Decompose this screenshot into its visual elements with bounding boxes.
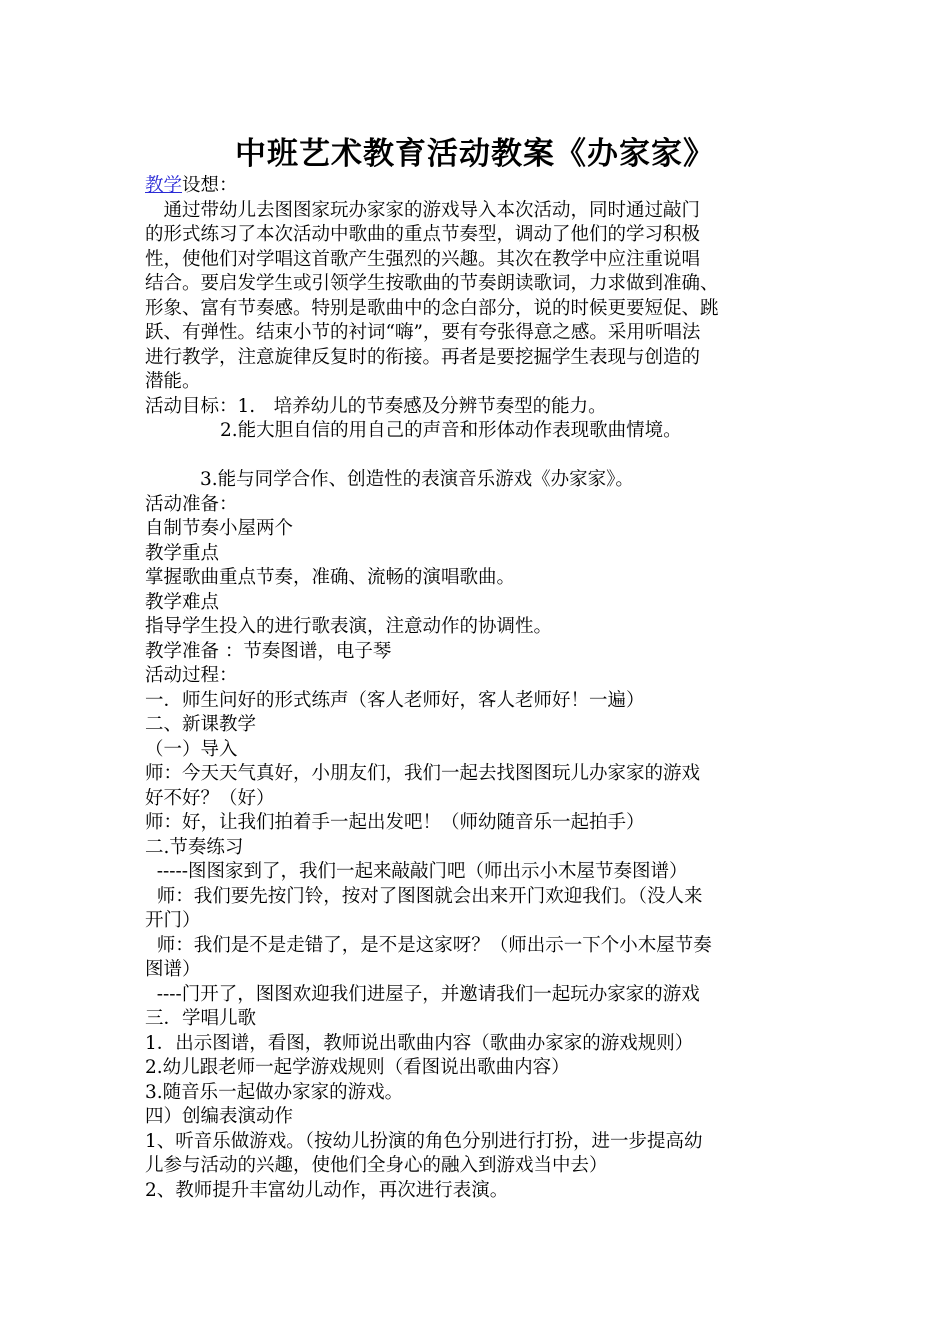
goal-line-2: 2.能大胆自信的用自己的声音和形体动作表现歌曲情境。 (220, 420, 682, 441)
text-line: 3.随音乐一起做办家家的游戏。 (145, 1081, 404, 1103)
text-line: -----图图家到了，我们一起来敲敲门吧（师出示小木屋节奏图谱） (145, 861, 688, 882)
text-line: 2、教师提升丰富幼儿动作，再次进行表演。 (145, 1179, 509, 1201)
text-line: 指导学生投入的进行歌表演，注意动作的协调性。 (145, 616, 553, 637)
text-line: 四）创编表演动作 (145, 1106, 294, 1127)
paragraph-line: 性，使他们对学唱这首歌产生强烈的兴趣。其次在教学中应注重说唱 (145, 248, 701, 270)
text-line: 一．师生问好的形式练声（客人老师好，客人老师好！一遍） (145, 689, 645, 711)
text-line: 2.幼儿跟老师一起学游戏规则（看图说出歌曲内容） (145, 1057, 570, 1078)
paragraph-line: 跃、有弹性。结束小节的衬词“嗨”，要有夸张得意之感。采用听唱法 (145, 322, 701, 343)
blank-line (145, 444, 815, 469)
text-line: 儿参与活动的兴趣，使他们全身心的融入到游戏当中去） (145, 1155, 608, 1176)
text-line: 图谱） (145, 959, 201, 980)
design-label: 设想： (182, 175, 238, 196)
text-line: 教学重点 (145, 542, 220, 564)
text-line: 三．学唱儿歌 (145, 1008, 257, 1029)
goal-line-1: 活动目标：1. 培养幼儿的节奏感及分辨节奏型的能力。 (145, 395, 607, 417)
text-line: 师：好，让我们拍着手一起出发吧！（师幼随音乐一起拍手） (145, 812, 645, 833)
text-line: 自制节奏小屋两个 (145, 518, 294, 539)
text-line: 掌握歌曲重点节奏，准确、流畅的演唱歌曲。 (145, 567, 516, 588)
design-heading (145, 174, 815, 199)
paragraph-line: 进行教学，注意旋律反复时的衔接。再者是要挖掘学生表现与创造的 (145, 346, 701, 368)
text-line: 开门） (145, 910, 201, 931)
document-title: 中班艺术教育活动教案《办家家》 (235, 136, 715, 172)
text-line: 教学准备 ：节奏图谱，电子琴 (145, 640, 392, 662)
text-line: 活动过程： (145, 665, 238, 686)
paragraph-line: 形象、富有节奏感。特别是歌曲中的念白部分，说的时候更要短促、跳 (145, 297, 719, 319)
text-line: 师：我们是不是走错了，是不是这家呀？（师出示一下个小木屋节奏 (145, 934, 712, 956)
paragraph-line: 通过带幼儿去图图家玩办家家的游戏导入本次活动，同时通过敲门 (145, 199, 701, 221)
paragraph-line: 结合。要启发学生或引领学生按歌曲的节奏朗读歌词，力求做到准确、 (145, 273, 719, 294)
document-body (145, 174, 815, 1203)
text-line: 活动准备： (145, 493, 238, 515)
text-line: 1．出示图谱，看图，教师说出歌曲内容（歌曲办家家的游戏规则） (145, 1032, 694, 1054)
paragraph-line: 潜能。 (145, 371, 201, 392)
text-line: 二.节奏练习 (145, 836, 244, 858)
teaching-link[interactable]: 教学 (145, 175, 183, 196)
text-line: 好不好？（好） (145, 787, 275, 809)
text-line: 教学难点 (145, 591, 220, 613)
goal-line-3: 3.能与同学合作、创造性的表演音乐游戏《办家家》。 (200, 469, 634, 490)
text-line: 师：今天天气真好，小朋友们，我们一起去找图图玩儿办家家的游戏 (145, 763, 701, 784)
text-line: （一）导入 (145, 738, 238, 760)
text-line: ----门开了，图图欢迎我们进屋子，并邀请我们一起玩办家家的游戏 (145, 983, 700, 1005)
paragraph-line: 的形式练习了本次活动中歌曲的重点节奏型，调动了他们的学习积极 (145, 224, 701, 245)
text-line: 二、新课教学 (145, 714, 257, 735)
text-line: 1、听音乐做游戏。（按幼儿扮演的角色分别进行打扮，进一步提高幼 (145, 1130, 703, 1152)
text-line: 师：我们要先按门铃，按对了图图就会出来开门欢迎我们。（没人来 (145, 885, 703, 907)
